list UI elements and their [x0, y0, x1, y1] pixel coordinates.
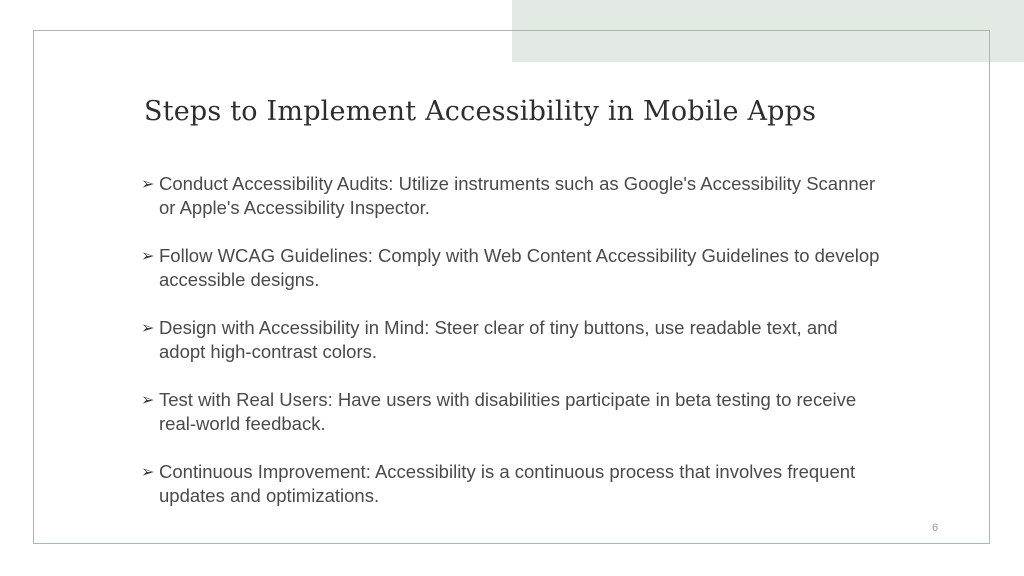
list-item: [141, 172, 881, 220]
bullet-text: Test with Real Users: Have users with disabilities participate in beta testing to receive real-world feedback.: [159, 389, 857, 434]
list-item: [141, 460, 881, 508]
slide-title: Steps to Implement Accessibility in Mobile Apps: [144, 96, 817, 127]
arrowhead-bullet-icon: ➢: [141, 174, 155, 193]
bullet-text: Conduct Accessibility Audits: Utilize instruments such as Google's Accessibility Scanner or Apple's Accessibility Inspector.: [159, 173, 876, 218]
list-item: [141, 316, 881, 364]
bullet-list: [141, 172, 881, 532]
bullet-text: Continuous Improvement: Accessibility is a continuous process that involves frequent updates and optimizations.: [159, 461, 856, 506]
arrowhead-bullet-icon: ➢: [141, 246, 155, 265]
list-item: [141, 388, 881, 436]
page-number: 6: [932, 522, 939, 534]
bullet-text: Follow WCAG Guidelines: Comply with Web Content Accessibility Guidelines to develop accessible designs.: [159, 245, 880, 290]
bullet-text: Design with Accessibility in Mind: Steer clear of tiny buttons, use readable text, and adopt high-contrast colors.: [159, 317, 838, 362]
arrowhead-bullet-icon: ➢: [141, 318, 155, 337]
arrowhead-bullet-icon: ➢: [141, 390, 155, 409]
arrowhead-bullet-icon: ➢: [141, 462, 155, 481]
list-item: [141, 244, 881, 292]
